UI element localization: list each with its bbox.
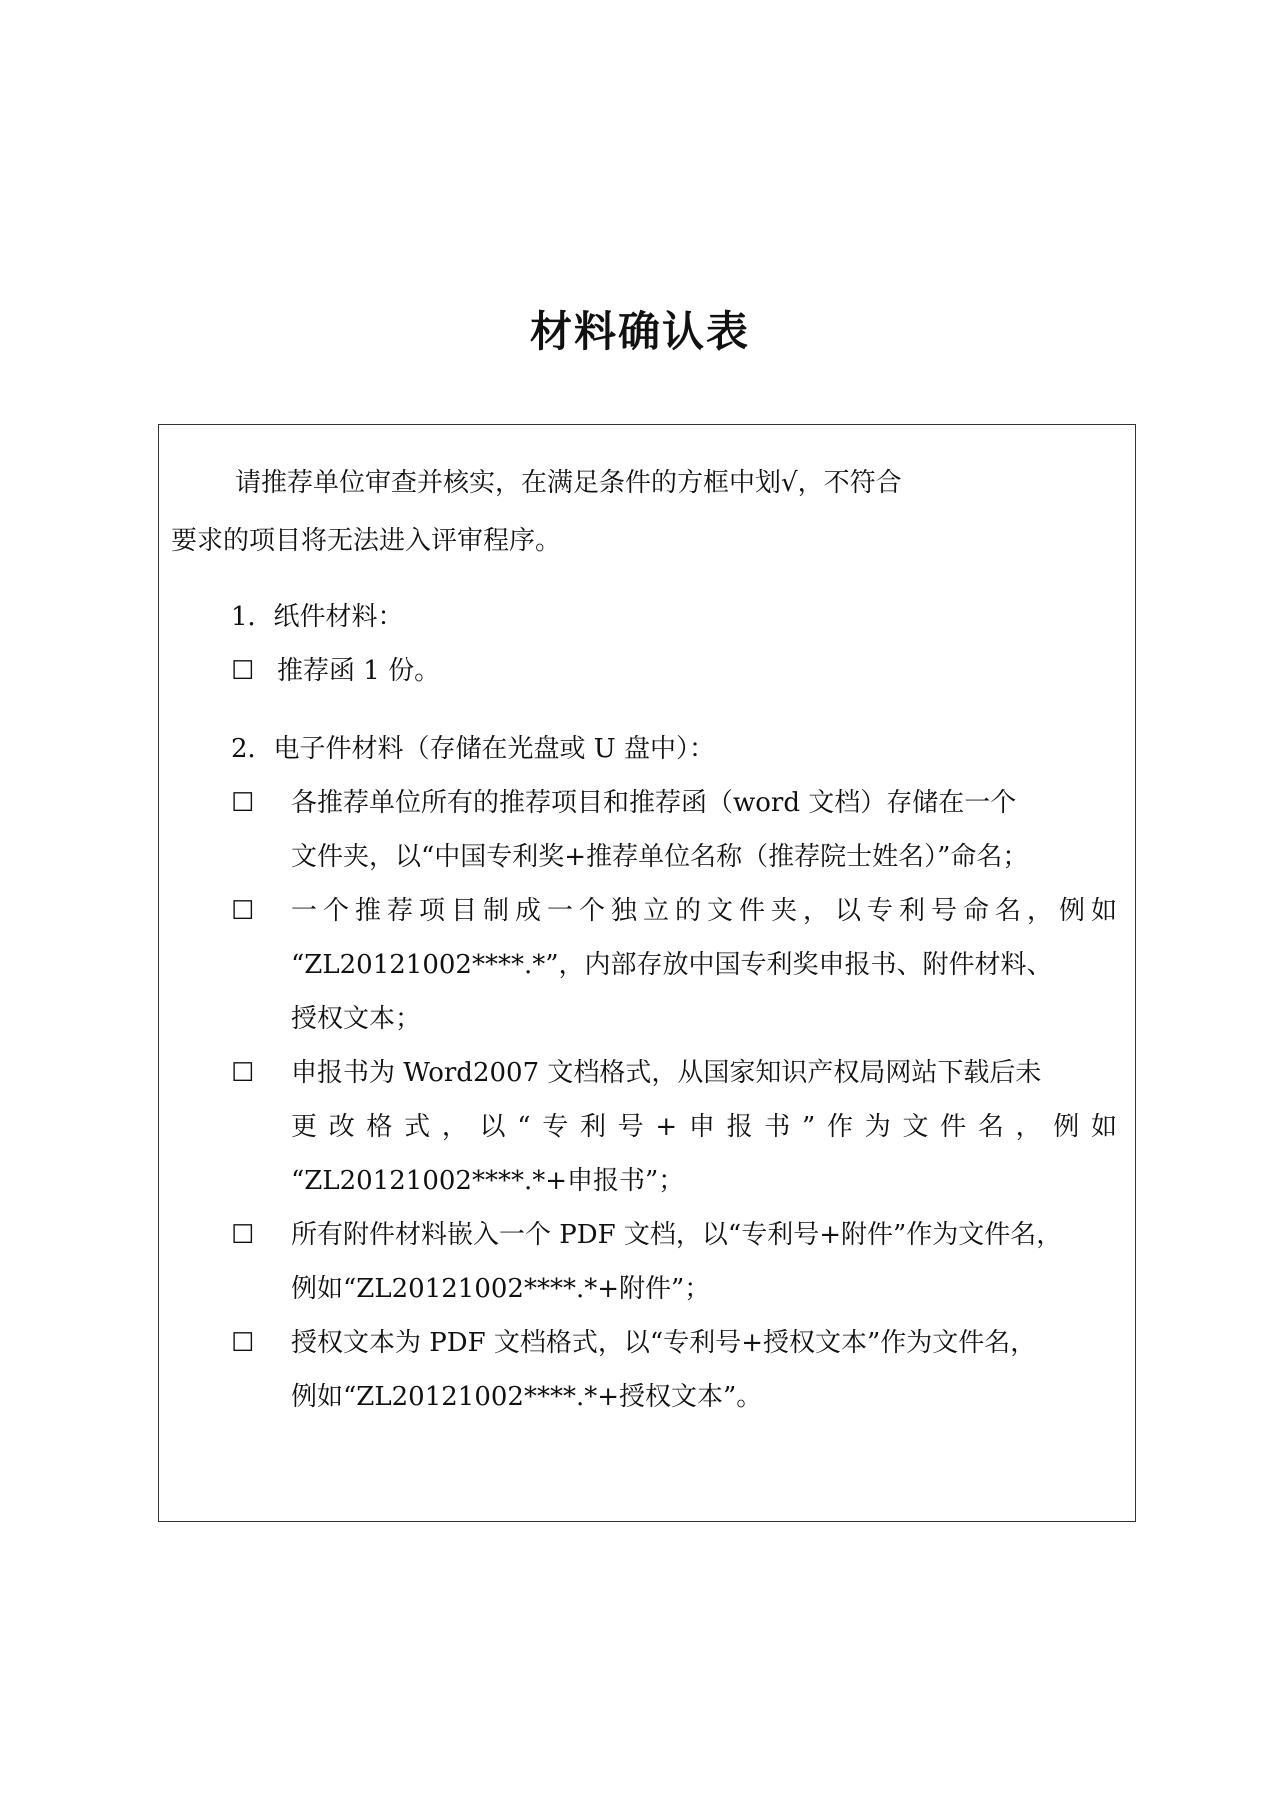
page-title: 材料确认表 xyxy=(529,307,750,356)
section-electronic-title: 2．电子件材料（存储在光盘或 U 盘中）： xyxy=(231,734,715,764)
checkbox-authorization-text[interactable]: ☐ xyxy=(231,1328,255,1358)
item-folder-all-line-2: 文件夹，以“中国专利奖+推荐单位名称（推荐院士姓名）”命名； xyxy=(291,842,1029,872)
item-folder-per-project-line-3: 授权文本； xyxy=(291,1004,422,1034)
section-paper-title: 1．纸件材料： xyxy=(231,602,404,632)
checkbox-recommendation-letter[interactable]: ☐ xyxy=(231,656,255,686)
checkbox-folder-all[interactable]: ☐ xyxy=(231,788,255,818)
item-application-form-line-3: “ZL20121002****.*+申报书”； xyxy=(291,1166,685,1196)
intro-line-2: 要求的项目将无法进入评审程序。 xyxy=(171,526,562,556)
item-application-form-line-1: 申报书为 Word2007 文档格式，从国家知识产权局网站下载后未 xyxy=(291,1058,1042,1088)
item-authorization-text-line-2: 例如“ZL20121002****.*+授权文本”。 xyxy=(291,1382,763,1412)
item-application-form-line-2: 更改格式，以“专利号+申报书”作为文件名，例如 xyxy=(291,1112,1117,1142)
item-folder-per-project-line-2: “ZL20121002****.*”，内部存放中国专利奖申报书、附件材料、 xyxy=(291,950,1053,980)
item-authorization-text-line-1: 授权文本为 PDF 文档格式，以“专利号+授权文本”作为文件名， xyxy=(291,1328,1037,1358)
item-folder-all-line-1: 各推荐单位所有的推荐项目和推荐函（word 文档）存储在一个 xyxy=(291,788,1017,818)
checkbox-application-form[interactable]: ☐ xyxy=(231,1058,255,1088)
item-recommendation-letter: 推荐函 1 份。 xyxy=(277,656,441,686)
item-attachments-pdf-line-2: 例如“ZL20121002****.*+附件”； xyxy=(291,1274,711,1304)
item-folder-per-project-line-1: 一个推荐项目制成一个独立的文件夹，以专利号命名，例如 xyxy=(291,896,1117,926)
checkbox-folder-per-project[interactable]: ☐ xyxy=(231,896,255,926)
confirmation-form-box xyxy=(158,424,1136,1522)
checkbox-attachments-pdf[interactable]: ☐ xyxy=(231,1220,255,1250)
item-attachments-pdf-line-1: 所有附件材料嵌入一个 PDF 文档，以“专利号+附件”作为文件名， xyxy=(291,1220,1063,1250)
intro-line-1: 请推荐单位审查并核实，在满足条件的方框中划√，不符合 xyxy=(235,468,902,498)
